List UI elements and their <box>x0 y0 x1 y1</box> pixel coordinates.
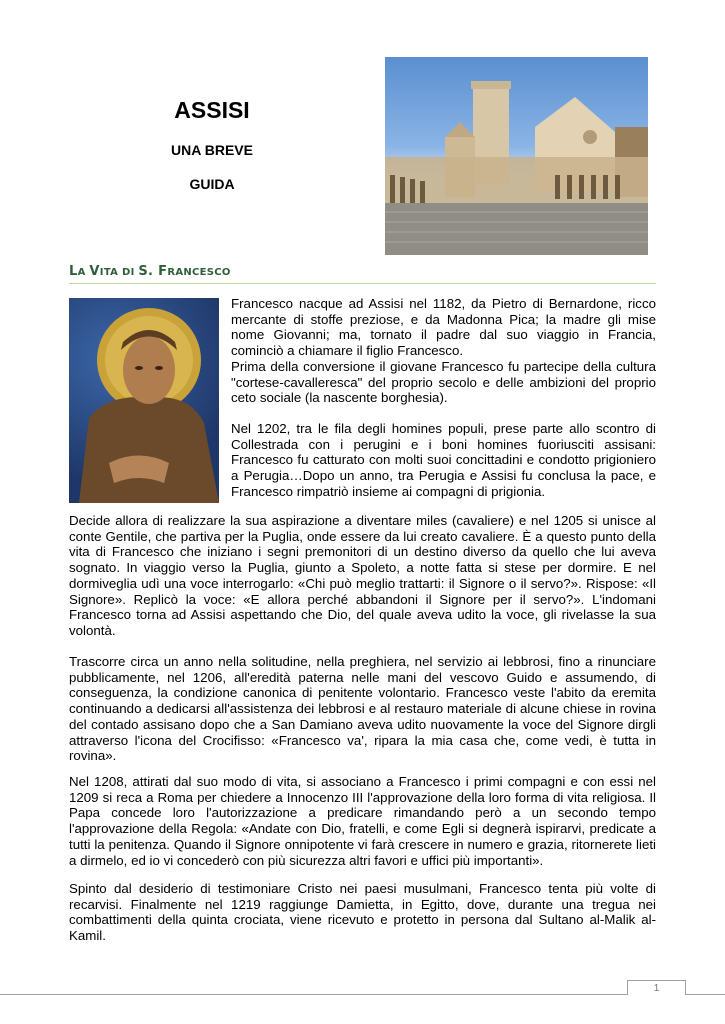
footer-rule <box>0 994 725 995</box>
paragraph: Nel 1208, attirati dal suo modo di vita, si associano a Francesco i primi compagni e con essi nel 1209 si reca a Roma per chiedere a Innocenzo III l'approvazione della loro forma di vita religiosa. Il Papa concede loro l'autorizzazione a predicare rimandando però a un secondo tempo l'approvazione della Regola: «Andate con Dio, fratelli, e come Egli si degnerà ispirarvi, predicate a tutti la penitenza. Quando il Signore onnipotente vi farà crescere in numero e grazia, ritornerete lieti a dirmelo, ed io vi concederò con più sicurezza altri favori e uffici più importanti». <box>69 774 656 868</box>
paragraph: Trascorre circa un anno nella solitudine, nella preghiera, nel servizio ai lebbrosi, fino a rinunciare pubblicamente, nel 1206, all'eredità paterna nelle mani del vescovo Guido e assumendo, di conseguenza, la condizione canonica di penitente volontario. Francesco veste l'abito da eremita continuando a dedicarsi all'assistenza dei lebbrosi e al restauro materiale di alcune chiese in rovina del contado assisano dopo che a San Damiano aveva udito nuovamente la voce del Signore dirgli attraverso l'icona del Crocifisso: «Francesco va', ripara la mia casa che, come vedi, è tutta in rovina». <box>69 654 656 764</box>
document-title: ASSISI <box>174 97 250 123</box>
document-subtitle-2: GUIDA <box>189 176 235 192</box>
basilica-photo <box>385 57 648 255</box>
heading-underline <box>69 283 656 284</box>
paragraph: Nel 1202, tra le fila degli homines populi, prese parte allo scontro di Collestrada con i perugini e i boni homines fuoriusciti assisani: Francesco fu catturato con molti suoi concittadini e condotto prigioniero a Perugia…Dopo un anno, tra Perugia e Assisi fu conclusa la pace, e Francesco rimpatriò insieme ai compagni di prigionia. <box>231 421 656 499</box>
paragraph: Francesco nacque ad Assisi nel 1182, da Pietro di Bernardone, ricco mercante di stoffe preziose, e da Madonna Pica; la madre gli mise nome Giovanni; ma, tornato il padre dal suo viaggio in Francia, cominciò a chiamare il figlio Francesco. <box>231 296 656 359</box>
page-number: 1 <box>627 980 686 995</box>
paragraph: Spinto dal desiderio di testimoniare Cristo nei paesi musulmani, Francesco tenta più volte di recarvisi. Finalmente nel 1219 raggiunge Damietta, in Egitto, dove, durante una tregua nei combattimenti della quinta crociata, viene ricevuto e protetto in persona dal Sultano al-Malik al-Kamil. <box>69 881 656 944</box>
paragraph: Prima della conversione il giovane Francesco fu partecipe della cultura "cortese-cavalleresca" del proprio secolo e delle ambizioni del proprio ceto sociale (la nascente borghesia). <box>231 359 656 406</box>
document-subtitle: UNA BREVE <box>171 142 253 158</box>
paragraph: Decide allora di realizzare la sua aspirazione a diventare miles (cavaliere) e nel 1205 si unisce al conte Gentile, che partiva per la Puglia, onde essere da lui creato cavaliere. È a questo punto della vita di Francesco che iniziano i segni premonitori di un destino diverso da quello che lui aveva sognato. In viaggio verso la Puglia, giunto a Spoleto, a notte fatta si stese per dormire. E nel dormiveglia udì una voce interrogarlo: «Chi può meglio trattarti: il Signore o il servo?». Rispose: «Il Signore». Replicò la voce: «E allora perché abbandoni il Signore per il servo?». L'indomani Francesco torna ad Assisi aspettando che Dio, del quale aveva udito la voce, gli rivelasse la sua volontà. <box>69 513 656 638</box>
section-heading: LA VITA DI S. FRANCESCO <box>69 264 231 279</box>
saint-francis-fresco <box>69 298 219 503</box>
